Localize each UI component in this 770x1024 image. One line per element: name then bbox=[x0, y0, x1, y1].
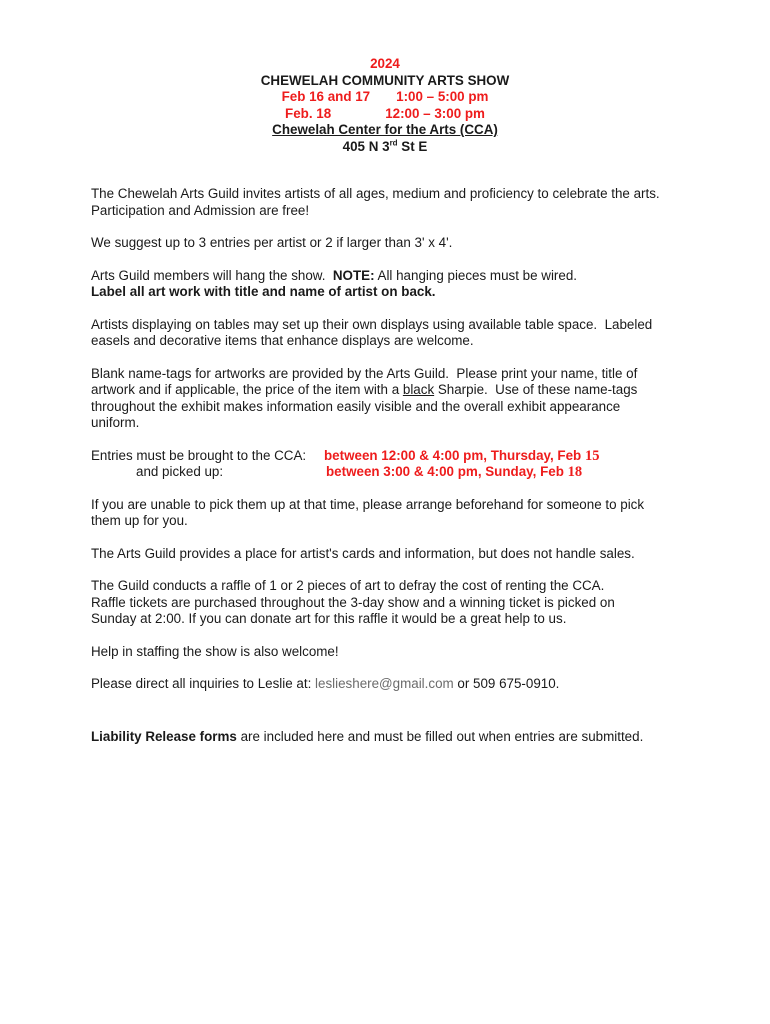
address-ordinal: rd bbox=[389, 138, 398, 148]
intro-paragraph bbox=[91, 186, 691, 219]
liability-text: are included here and must be filled out when entries are submitted. bbox=[236, 728, 644, 744]
intro-line-2: Participation and Admission are free! bbox=[91, 202, 310, 218]
pickup-arrangement-paragraph bbox=[91, 497, 691, 530]
hanging-text: Arts Guild members will hang the show. bbox=[91, 267, 333, 283]
contact-phone: or 509 675-0910. bbox=[453, 676, 560, 691]
drop-off-day: 15 bbox=[584, 447, 600, 464]
liability-label: Liability Release forms bbox=[91, 728, 237, 744]
schedule-line-1 bbox=[0, 89, 770, 106]
liability-paragraph bbox=[91, 729, 691, 746]
label-instruction: Label all art work with title and name of artist on back. bbox=[91, 284, 436, 299]
entries-paragraph: We suggest up to 3 entries per artist or 2 if larger than 3' x 4'. bbox=[91, 235, 453, 250]
schedule-time-2: 12:00 – 3:00 pm bbox=[385, 105, 485, 121]
name-tags-line-4: uniform. bbox=[91, 415, 140, 430]
drop-off-row bbox=[91, 448, 691, 465]
tables-paragraph bbox=[91, 317, 691, 350]
contact-paragraph bbox=[91, 676, 691, 693]
pickup-label: and picked up: bbox=[136, 464, 224, 479]
raffle-line-3: Sunday at 2:00. If you can donate art for this raffle it would be a great help to us. bbox=[91, 611, 567, 626]
note-text: All hanging pieces must be wired. bbox=[374, 267, 577, 283]
schedule-time-1: 1:00 – 5:00 pm bbox=[396, 89, 489, 104]
event-year: 2024 bbox=[370, 56, 400, 71]
name-tags-line-2b: Sharpie. Use of these name-tags bbox=[434, 382, 638, 397]
pickup-time bbox=[326, 464, 582, 481]
drop-pickup-schedule bbox=[91, 448, 691, 481]
arrangement-line-2: them up for you. bbox=[91, 513, 188, 528]
event-address bbox=[0, 139, 770, 156]
document-body bbox=[91, 186, 691, 761]
hanging-paragraph bbox=[91, 268, 691, 301]
contact-email-link[interactable]: leslieshere@gmail.com bbox=[315, 676, 454, 691]
raffle-line-2: Raffle tickets are purchased throughout the 3-day show and a winning ticket is picked on bbox=[91, 594, 615, 610]
address-street: St E bbox=[397, 138, 428, 154]
drop-off-time bbox=[324, 448, 599, 465]
contact-text: Please direct all inquiries to Leslie at: bbox=[91, 676, 316, 691]
pickup-row bbox=[91, 464, 691, 481]
schedule-line-2 bbox=[0, 106, 770, 123]
black-underlined: black bbox=[402, 382, 435, 397]
note-label: NOTE: bbox=[332, 267, 375, 283]
intro-line-1: The Chewelah Arts Guild invites artists of all ages, medium and proficiency to celebrate the arts. bbox=[91, 186, 660, 201]
name-tags-line-1: Blank name-tags for artworks are provided by the Arts Guild. Please print your name, title of bbox=[91, 365, 638, 381]
schedule-date-2: Feb. 18 bbox=[285, 105, 332, 121]
staffing-paragraph: Help in staffing the show is also welcome! bbox=[91, 643, 339, 659]
event-header bbox=[0, 56, 770, 155]
tables-line-1: Artists displaying on tables may set up their own displays using available table space. Labeled bbox=[91, 316, 653, 332]
name-tags-paragraph bbox=[91, 366, 691, 432]
arrangement-line-1: If you are unable to pick them up at that time, please arrange beforehand for someone to pick bbox=[91, 496, 645, 512]
name-tags-line-2a: artwork and if applicable, the price of the item with a bbox=[91, 382, 403, 397]
event-venue: Chewelah Center for the Arts (CCA) bbox=[272, 122, 498, 137]
name-tags-line-3: throughout the exhibit makes information easily visible and the overall exhibit appearance bbox=[91, 398, 621, 414]
raffle-line-1: The Guild conducts a raffle of 1 or 2 pieces of art to defray the cost of renting the CCA. bbox=[91, 578, 605, 593]
schedule-date-1: Feb 16 and 17 bbox=[281, 89, 371, 104]
address-street-number: 405 N 3 bbox=[342, 138, 390, 154]
pickup-day: 18 bbox=[567, 464, 583, 480]
raffle-paragraph bbox=[91, 578, 691, 628]
pickup-time-text: between 3:00 & 4:00 pm, Sunday, Feb bbox=[326, 464, 568, 479]
tables-line-2: easels and decorative items that enhance displays are welcome. bbox=[91, 333, 474, 348]
drop-off-time-text: between 12:00 & 4:00 pm, Thursday, Feb bbox=[324, 447, 585, 463]
event-title: CHEWELAH COMMUNITY ARTS SHOW bbox=[260, 72, 510, 88]
sales-paragraph: The Arts Guild provides a place for artist's cards and information, but does not handle sales. bbox=[91, 545, 635, 561]
drop-off-label: Entries must be brought to the CCA: bbox=[91, 447, 307, 463]
